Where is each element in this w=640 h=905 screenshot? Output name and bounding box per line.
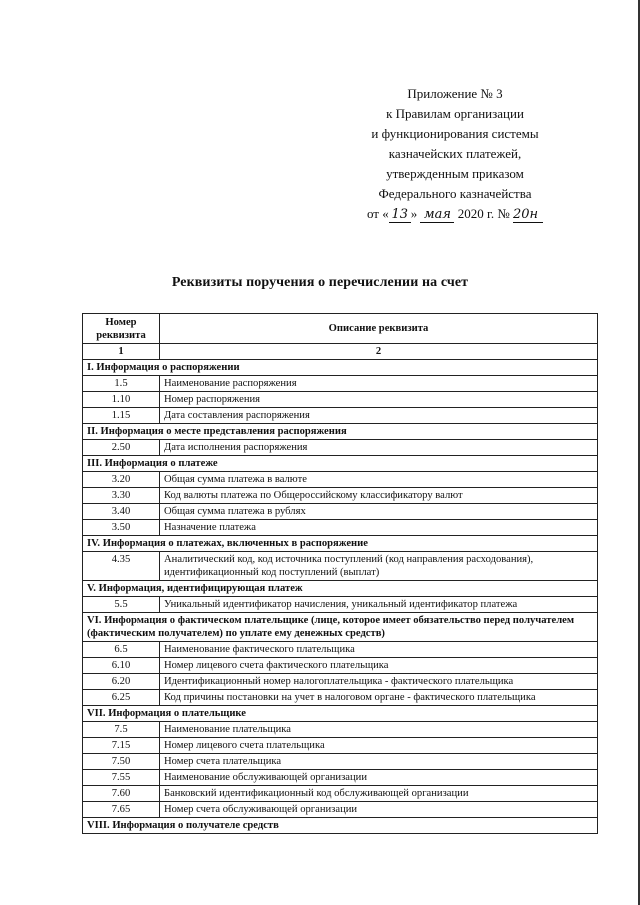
requisite-description: Наименование плательщика [160, 722, 598, 738]
table-row [83, 674, 598, 690]
section-row [83, 706, 598, 722]
section-title: III. Информация о платеже [83, 456, 598, 472]
requisite-description: Общая сумма платежа в рублях [160, 504, 598, 520]
requisite-number: 1.5 [83, 376, 160, 392]
table-row [83, 690, 598, 706]
appendix-line: и функционирования системы [371, 126, 539, 141]
section-row [83, 613, 598, 642]
requisite-description: Назначение платежа [160, 520, 598, 536]
column-header-description: Описание реквизита [160, 314, 598, 344]
handwritten-month: мая [420, 208, 454, 223]
table-row [83, 658, 598, 674]
column-header-number: Номер реквизита [83, 314, 160, 344]
table-row [83, 786, 598, 802]
requisite-description: Идентификационный номер налогоплательщика - фактического плательщика [160, 674, 598, 690]
section-title: VII. Информация о плательщике [83, 706, 598, 722]
table-row [83, 392, 598, 408]
handwritten-order-number: 20н [513, 208, 543, 223]
requisite-description: Номер лицевого счета плательщика [160, 738, 598, 754]
section-title: II. Информация о месте представления распоряжения [83, 424, 598, 440]
table-row [83, 376, 598, 392]
requisite-number: 7.55 [83, 770, 160, 786]
appendix-line: Приложение № 3 [407, 86, 503, 101]
date-prefix: от « [366, 206, 389, 221]
requisite-description: Номер счета обслуживающей организации [160, 802, 598, 818]
section-title: VIII. Информация о получателе средств [83, 818, 598, 834]
requisite-description: Банковский идентификационный код обслуживающей организации [160, 786, 598, 802]
requisite-description: Дата исполнения распоряжения [160, 440, 598, 456]
requisite-number: 6.20 [83, 674, 160, 690]
date-year: 2020 г. № [454, 206, 514, 221]
requisite-number: 7.50 [83, 754, 160, 770]
requisite-description: Наименование обслуживающей организации [160, 770, 598, 786]
requisite-number: 3.40 [83, 504, 160, 520]
section-title: I. Информация о распоряжении [83, 360, 598, 376]
requisite-number: 3.20 [83, 472, 160, 488]
section-row [83, 581, 598, 597]
requisite-description: Номер распоряжения [160, 392, 598, 408]
section-title: V. Информация, идентифицирующая платеж [83, 581, 598, 597]
requisite-number: 2.50 [83, 440, 160, 456]
requisite-number: 3.30 [83, 488, 160, 504]
requisite-description: Наименование распоряжения [160, 376, 598, 392]
table-row [83, 642, 598, 658]
requisite-number: 6.10 [83, 658, 160, 674]
requisite-number: 7.60 [83, 786, 160, 802]
requisite-number: 1.10 [83, 392, 160, 408]
table-row [83, 754, 598, 770]
requisite-description: Аналитический код, код источника поступлений (код направления расходования), идентификационный код поступлений (выплат) [160, 552, 598, 581]
section-row [83, 456, 598, 472]
requisite-number: 7.15 [83, 738, 160, 754]
table-row [83, 802, 598, 818]
requisite-number: 6.5 [83, 642, 160, 658]
requisite-description: Код валюты платежа по Общероссийскому классификатору валют [160, 488, 598, 504]
requisite-description: Общая сумма платежа в валюте [160, 472, 598, 488]
order-date-line [330, 204, 580, 224]
appendix-line: казначейских платежей, [388, 146, 522, 161]
requisite-description: Дата составления распоряжения [160, 408, 598, 424]
requisite-description: Наименование фактического плательщика [160, 642, 598, 658]
appendix-line: к Правилам организации [386, 106, 524, 121]
section-row [83, 360, 598, 376]
handwritten-day: 13 [389, 208, 411, 223]
requisites-table [82, 313, 598, 834]
requisite-description: Уникальный идентификатор начисления, уникальный идентификатор платежа [160, 597, 598, 613]
requisite-number: 4.35 [83, 552, 160, 581]
requisite-description: Номер лицевого счета фактического плательщика [160, 658, 598, 674]
section-row [83, 424, 598, 440]
requisite-number: 3.50 [83, 520, 160, 536]
section-title: VI. Информация о фактическом плательщике (лице, которое имеет обязательство перед получателем (фактическим получателем) по уплате ему денежных средств) [83, 613, 598, 642]
date-mid: » [410, 206, 421, 221]
section-title: IV. Информация о платежах, включенных в распоряжение [83, 536, 598, 552]
table-row [83, 440, 598, 456]
table-row [83, 408, 598, 424]
table-row [83, 770, 598, 786]
table-row [83, 472, 598, 488]
table-row [83, 597, 598, 613]
column-index-1: 1 [83, 344, 160, 360]
requisite-description: Номер счета плательщика [160, 754, 598, 770]
appendix-header [0, 84, 640, 224]
column-index-2: 2 [160, 344, 598, 360]
requisite-number: 7.5 [83, 722, 160, 738]
appendix-line: Федерального казначейства [378, 186, 532, 201]
column-index-row [83, 344, 598, 360]
requisite-number: 7.65 [83, 802, 160, 818]
table-row [83, 552, 598, 581]
table-header-row [83, 314, 598, 344]
section-row [83, 818, 598, 834]
section-row [83, 536, 598, 552]
table-row [83, 488, 598, 504]
table-row [83, 504, 598, 520]
requisite-number: 1.15 [83, 408, 160, 424]
appendix-line: утвержденным приказом [386, 166, 524, 181]
table-row [83, 738, 598, 754]
requisite-number: 5.5 [83, 597, 160, 613]
requisite-number: 6.25 [83, 690, 160, 706]
document-title: Реквизиты поручения о перечислении на счет [171, 275, 469, 290]
table-row [83, 722, 598, 738]
table-row [83, 520, 598, 536]
requisite-description: Код причины постановки на учет в налоговом органе - фактического плательщика [160, 690, 598, 706]
